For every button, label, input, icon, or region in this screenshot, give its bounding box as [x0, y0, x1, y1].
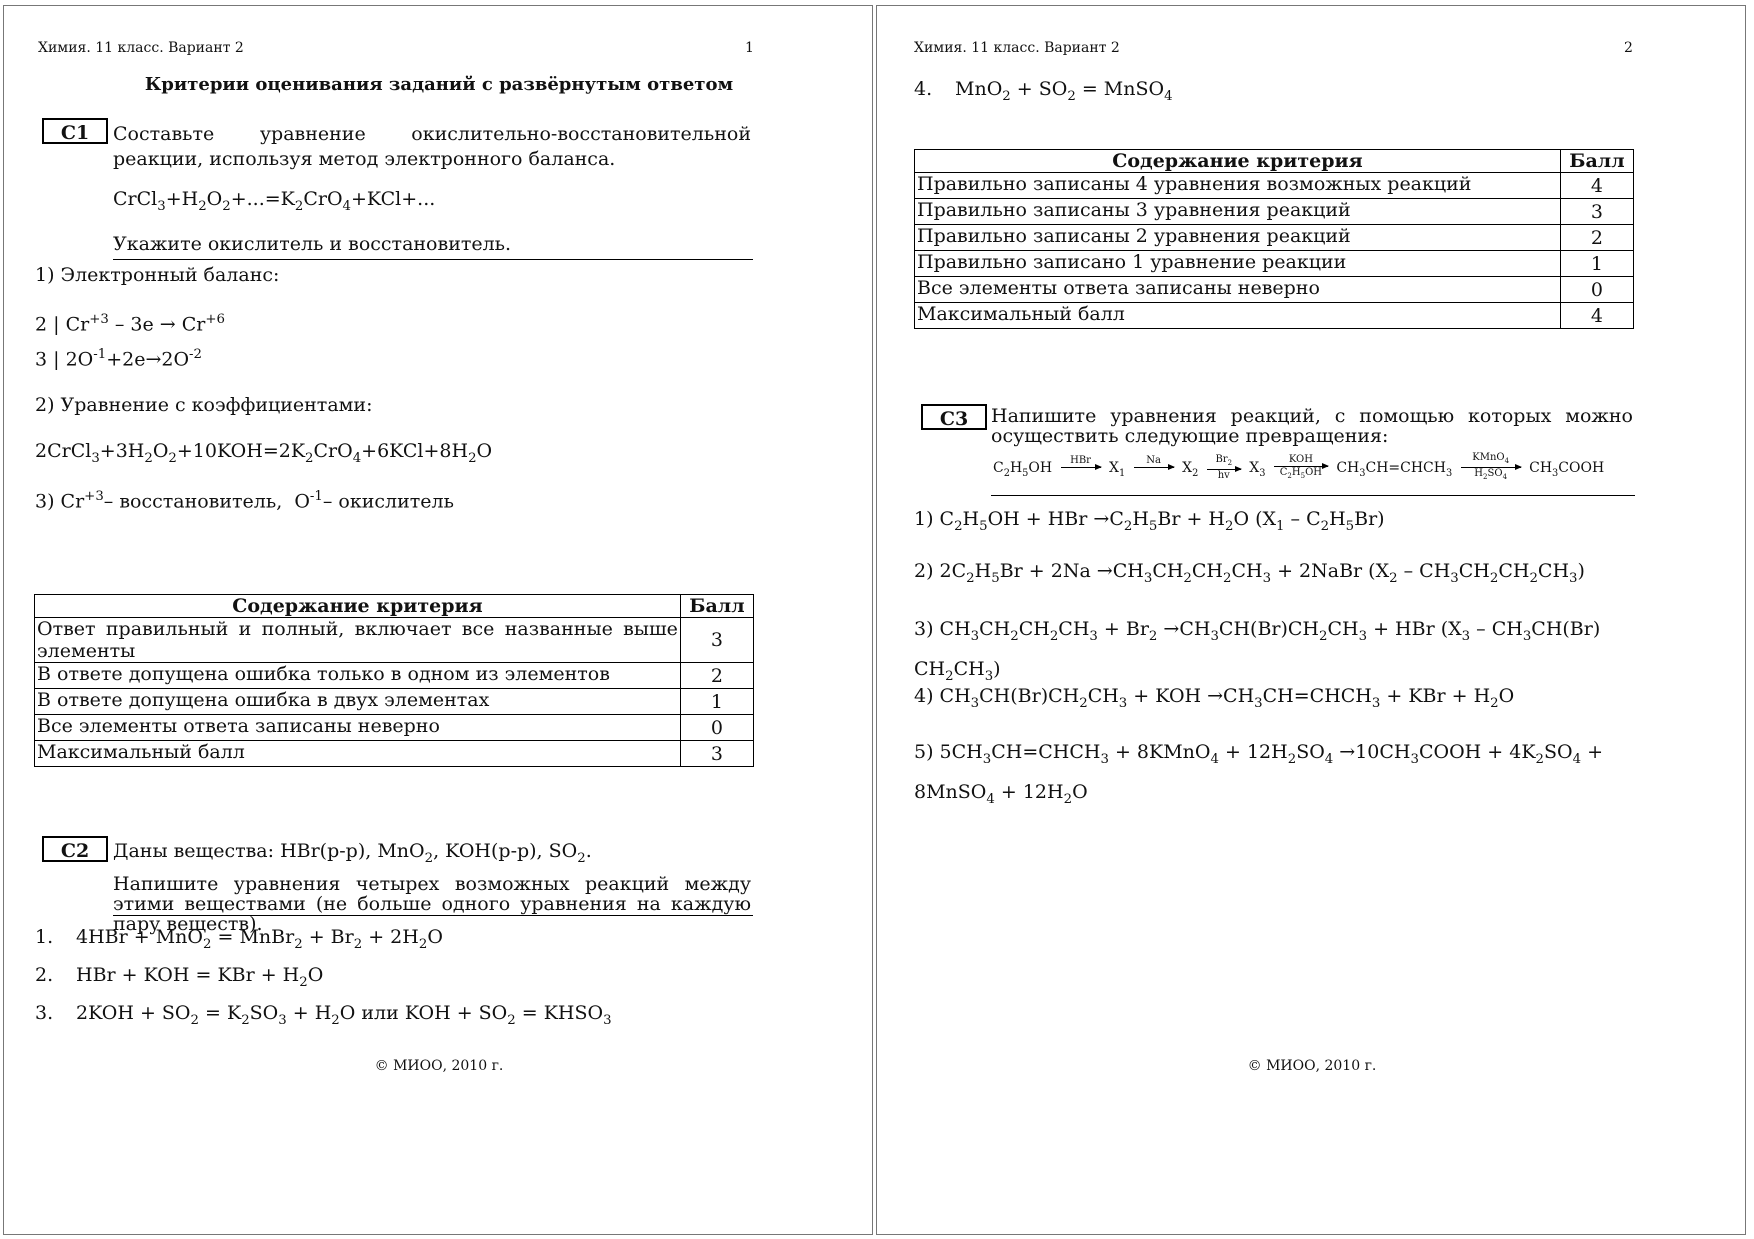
c1-step1-title: 1) Электронный баланс:: [35, 264, 280, 286]
c1-full-equation: $2CrCl_3+3H_2O_2+10KOH=2K_2CrO_4+6KCl+8H_2O$: [35, 440, 493, 466]
chain-x1: $X_1$: [1109, 459, 1126, 479]
divider: [113, 915, 753, 916]
table-row: [915, 173, 1634, 199]
chain-x2: $X_2$: [1182, 459, 1199, 479]
table-cell-criterion: Максимальный балл: [35, 741, 681, 767]
table-row: [915, 199, 1634, 225]
c1-balance-1: 2 | $Cr^{+3} - 3e \to Cr^{+6}$: [35, 312, 225, 336]
table-cell-score: 2: [680, 663, 753, 689]
table-row: [915, 251, 1634, 277]
c2-instruction: Напишите уравнения четырех возможных реакций между этими веществами (не больше одного уравнения на каждую пару веществ).: [113, 873, 751, 935]
table-cell-criterion: Правильно записано 1 уравнение реакции: [915, 251, 1561, 277]
table-cell-criterion: Все элементы ответа записаны неверно: [35, 715, 681, 741]
table-cell-score: 3: [1560, 199, 1633, 225]
arrow-label: KMnO$_4$: [1472, 452, 1510, 465]
table-row: [915, 277, 1634, 303]
table-row: [35, 663, 754, 689]
table-cell-score: 1: [680, 689, 753, 715]
chain-arrow: [1274, 454, 1328, 482]
page-2: [876, 5, 1746, 1235]
arrow-label: $Br_2$: [1215, 453, 1233, 467]
table-cell-score: 4: [1560, 303, 1633, 329]
chain-arrow: [1134, 455, 1174, 480]
chain-arrow: [1461, 452, 1521, 483]
page-number: 1: [745, 40, 754, 56]
table-cell-criterion: Все элементы ответа записаны неверно: [915, 277, 1561, 303]
table-header-score: Балл: [1560, 150, 1633, 173]
c2-answer: 4HBr + MnO$_2$ = MnBr$_2$ + $Br_2 + 2H_2O$: [76, 926, 443, 952]
c3-answer: 2) $2C_2H_5Br + 2Na \to CH_3CH_2CH_2CH_3$ + 2NaBr $(X_2 - CH_3CH_2CH_2CH_3)$: [914, 560, 1585, 586]
c2-answer-num: 2.: [35, 964, 54, 986]
divider: [113, 259, 753, 260]
table-header-criterion: Содержание критерия: [915, 150, 1561, 173]
page-1: [3, 5, 873, 1235]
page-number: 2: [1624, 40, 1633, 56]
table-cell-score: 4: [1560, 173, 1633, 199]
table-header-row: [35, 595, 754, 618]
page-header: Химия. 11 класс. Вариант 2: [38, 40, 244, 56]
arrow-label: HBr: [1070, 455, 1091, 466]
c1-criteria-table: [34, 594, 754, 767]
c2-task: Даны вещества: HBr(р-р), MnO$_2$, KOH(р-р), $SO_2$.: [113, 840, 592, 866]
table-row: [35, 741, 754, 767]
table-row: [35, 618, 754, 663]
chain-product-4: $CH_3CH=CHCH_3$: [1336, 459, 1453, 479]
table-cell-criterion: Максимальный балл: [915, 303, 1561, 329]
arrow-label: Na: [1146, 455, 1162, 466]
arrow-label: $H_2SO_4$: [1474, 468, 1508, 481]
arrow-label: $C_2H_5OH$: [1279, 466, 1322, 480]
task-label-c1: C1: [42, 118, 108, 144]
c3-answer: 1) $C_2H_5OH$ + HBr $\to C_2H_5Br + H_2O$ $(X_1 - C_2H_5Br)$: [914, 508, 1385, 534]
table-cell-criterion: Правильно записаны 2 уравнения реакций: [915, 225, 1561, 251]
page-header: Химия. 11 класс. Вариант 2: [914, 40, 1120, 56]
table-header-score: Балл: [680, 595, 753, 618]
chain-arrow: [1207, 454, 1241, 482]
table-row: [915, 303, 1634, 329]
c3-task: Напишите уравнения реакций, с помощью которых можно осуществить следующие превращения:: [991, 405, 1633, 447]
c3-answer: 3) $CH_3CH_2CH_2CH_3 + Br_2 \to CH_3CH(Br)CH_2CH_3$ + HBr ($X_3 - CH_3CH(Br)$ $CH_2CH_3$): [914, 618, 1601, 684]
c1-balance-2: 3 | $2O^{-1}+2e\to 2O^{-2}$: [35, 347, 202, 371]
c1-equation-text: $CrCl_3+H_2O_2+...=K_2CrO_4+KCl+$...: [113, 188, 436, 214]
c2-answer-num: 1.: [35, 926, 54, 948]
c1-step3: 3) $Cr^{+3}-$ восстановитель, $O^{-1}-$ окислитель: [35, 489, 454, 513]
table-cell-score: 0: [1560, 277, 1633, 303]
table-cell-criterion: В ответе допущена ошибка только в одном из элементов: [35, 663, 681, 689]
table-cell-criterion: В ответе допущена ошибка в двух элементах: [35, 689, 681, 715]
page-footer: © МИОО, 2010 г.: [1247, 1058, 1377, 1074]
task-label-c3: C3: [921, 404, 987, 430]
page-footer: © МИОО, 2010 г.: [374, 1058, 504, 1074]
table-cell-criterion: Правильно записаны 4 уравнения возможных реакций: [915, 173, 1561, 199]
chain-product-5: $CH_3COOH$: [1529, 459, 1605, 479]
c1-step2-title: 2) Уравнение с коэффициентами:: [35, 394, 373, 416]
arrow-label: hv: [1217, 469, 1230, 481]
table-cell-score: 3: [680, 618, 753, 663]
c2-answer: $2KOH + SO_2 = K_2SO_3 + H_2O$ или KOH + $SO_2$ = $KHSO_3$: [76, 1002, 612, 1028]
table-row: [915, 225, 1634, 251]
c3-transformation-chain: [993, 452, 1604, 487]
table-cell-score: 1: [1560, 251, 1633, 277]
table-cell-criterion: Правильно записаны 3 уравнения реакций: [915, 199, 1561, 225]
table-cell-score: 3: [680, 741, 753, 767]
c2-criteria-table: [914, 149, 1634, 329]
c2-answer-num: 3.: [35, 1002, 54, 1024]
c1-instruction: Укажите окислитель и восстановитель.: [113, 233, 512, 255]
table-row: [35, 689, 754, 715]
chain-arrow: [1061, 455, 1101, 480]
c1-task: Составьте уравнение окислительно-восстановительной реакции, используя метод электронного баланса.: [113, 123, 751, 170]
chain-x3: $X_3$: [1249, 459, 1266, 479]
task-label-c2: C2: [42, 836, 108, 862]
divider: [991, 495, 1635, 496]
table-header-criterion: Содержание критерия: [35, 595, 681, 618]
c2-answer-num: 4.: [914, 78, 933, 100]
c1-equation: [113, 188, 435, 214]
table-cell-score: 2: [1560, 225, 1633, 251]
page-title: Критерии оценивания заданий с развёрнутым ответом: [144, 74, 734, 95]
c2-answer: $MnO_2 + SO_2$ = MnSO$_4$: [955, 78, 1173, 104]
arrow-label: KOH: [1288, 453, 1313, 465]
table-header-row: [915, 150, 1634, 173]
c2-answer: HBr + KOH = KBr + $H_2O$: [76, 964, 324, 990]
c1-task-text: [113, 122, 751, 172]
table-cell-score: 0: [680, 715, 753, 741]
c3-answer: 4) $CH_3CH(Br)CH_2CH_3$ + KOH $\to CH_3CH=CHCH_3$ + KBr + $H_2O$: [914, 685, 1515, 711]
table-cell-criterion: Ответ правильный и полный, включает все названные выше элементы: [35, 618, 681, 663]
chain-start: $C_2H_5OH$: [993, 459, 1053, 479]
c3-answer: 5) $5CH_3CH=CHCH_3$ + 8KMnO$_4$ + $12H_2SO_4$ $\to 10CH_3COOH + 4K_2SO_4$ + 8MnSO$_4$ + $12H_2O$: [914, 741, 1604, 807]
table-row: [35, 715, 754, 741]
